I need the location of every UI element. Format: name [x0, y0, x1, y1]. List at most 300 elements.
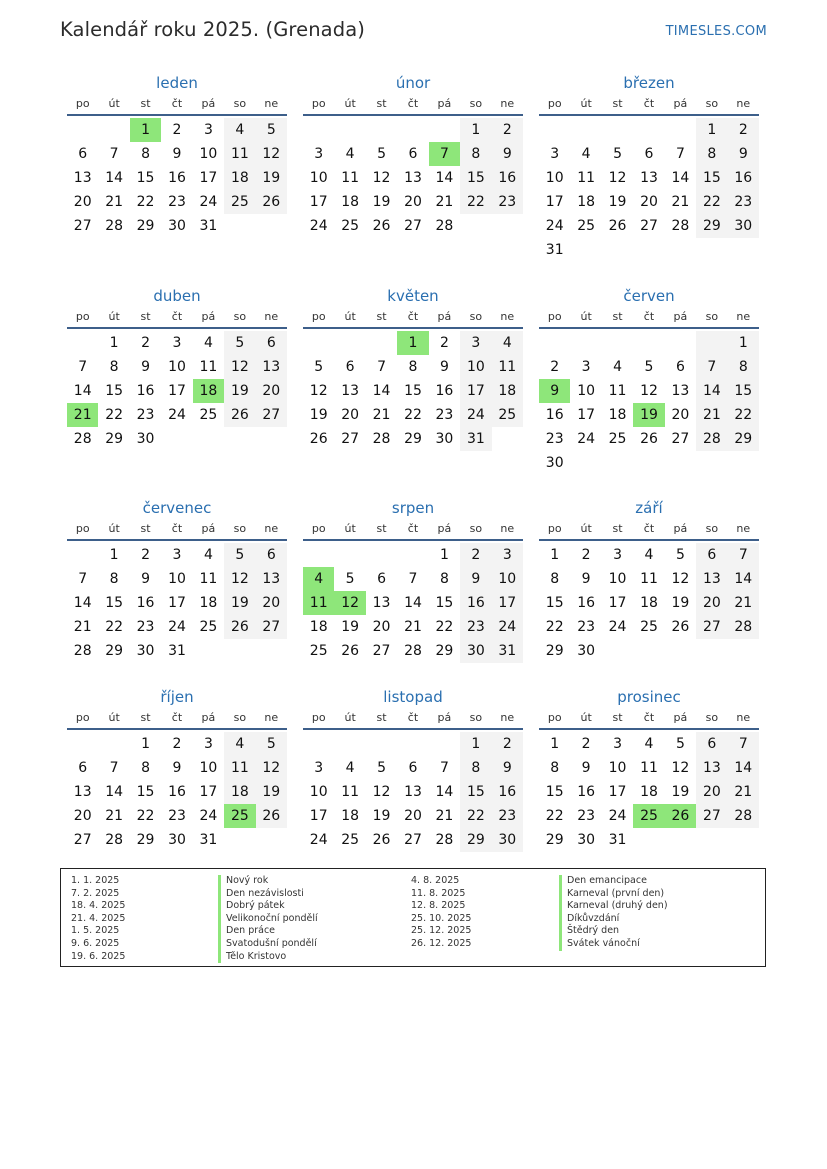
day-cell: 7 — [429, 142, 460, 166]
day-cell: 1 — [728, 331, 759, 355]
month-12 — [539, 686, 759, 852]
weekday-label: po — [311, 522, 326, 535]
weekday-label: út — [580, 711, 592, 724]
weekday-label: so — [705, 522, 719, 535]
month-10 — [67, 686, 287, 852]
day-cell: 24 — [608, 619, 627, 635]
day-cell: 21 — [728, 780, 759, 804]
day-cell: 14 — [671, 170, 690, 186]
day-cell: 22 — [696, 190, 727, 214]
day-cell: 8 — [550, 760, 560, 776]
day-cell: 22 — [136, 194, 155, 210]
weekday-label: út — [344, 522, 356, 535]
day-grid — [303, 331, 523, 451]
day-cell: 9 — [172, 760, 182, 776]
weekday-label: pá — [673, 522, 688, 535]
day-cell: 13 — [696, 756, 727, 780]
empty-cell — [696, 331, 727, 355]
day-cell: 18 — [341, 808, 360, 824]
legend-names-left — [218, 875, 318, 963]
empty-cell — [334, 331, 365, 355]
day-cell: 5 — [613, 146, 623, 162]
legend-date: 25. 12. 2025 — [411, 925, 472, 937]
weekday-label: pá — [437, 711, 452, 724]
weekday-header — [303, 708, 523, 730]
day-cell: 27 — [341, 431, 360, 447]
day-cell: 14 — [696, 379, 727, 403]
day-cell: 7 — [696, 355, 727, 379]
day-cell: 11 — [640, 760, 658, 776]
day-cell: 11 — [303, 591, 334, 615]
day-cell: 20 — [73, 194, 92, 210]
weekday-label: pá — [201, 711, 216, 724]
day-cell: 2 — [141, 335, 151, 351]
day-cell: 13 — [404, 170, 422, 186]
day-cell: 28 — [73, 643, 92, 659]
legend-names-right — [559, 875, 668, 951]
day-cell: 29 — [136, 218, 155, 234]
month-name: září — [635, 499, 663, 517]
day-cell: 20 — [404, 194, 422, 210]
weekday-label: so — [705, 310, 719, 323]
month-name: srpen — [391, 499, 435, 517]
weekday-label: so — [705, 97, 719, 110]
empty-cell — [67, 543, 98, 567]
day-cell: 27 — [256, 403, 287, 427]
day-cell: 6 — [408, 760, 418, 776]
day-cell: 28 — [728, 804, 759, 828]
day-cell: 17 — [577, 407, 596, 423]
day-cell: 6 — [644, 146, 654, 162]
day-cell: 29 — [696, 214, 727, 238]
day-cell: 15 — [460, 780, 491, 804]
day-cell: 6 — [408, 146, 418, 162]
weekday-label: st — [140, 522, 151, 535]
weekday-label: so — [233, 97, 247, 110]
day-cell: 1 — [397, 331, 428, 355]
day-cell: 14 — [728, 756, 759, 780]
day-cell: 10 — [309, 784, 328, 800]
day-cell: 8 — [728, 355, 759, 379]
empty-cell — [665, 118, 696, 142]
day-cell: 8 — [460, 756, 491, 780]
day-cell: 6 — [256, 331, 287, 355]
day-cell: 19 — [309, 407, 328, 423]
weekday-label: po — [75, 522, 90, 535]
day-cell: 6 — [675, 359, 685, 375]
weekday-label: po — [547, 522, 562, 535]
weekday-label: ne — [736, 310, 751, 323]
weekday-label: pá — [673, 310, 688, 323]
weekday-label: čt — [643, 97, 655, 110]
day-cell: 17 — [460, 379, 491, 403]
day-cell: 25 — [608, 431, 627, 447]
day-cell: 3 — [550, 146, 560, 162]
weekday-header — [67, 519, 287, 541]
day-cell: 4 — [613, 359, 623, 375]
weekday-header — [67, 307, 287, 329]
day-cell: 24 — [545, 218, 564, 234]
empty-cell — [633, 331, 664, 355]
day-cell: 28 — [404, 643, 422, 659]
weekday-label: ne — [500, 711, 515, 724]
month-11 — [303, 686, 523, 852]
day-cell: 19 — [256, 166, 287, 190]
day-cell: 20 — [671, 407, 690, 423]
day-cell: 19 — [372, 194, 391, 210]
legend-holiday-name: Štědrý den — [559, 925, 668, 938]
weekday-label: ne — [264, 522, 279, 535]
day-cell: 19 — [671, 595, 690, 611]
day-cell: 21 — [67, 403, 98, 427]
weekday-label: st — [612, 711, 623, 724]
weekday-label: čt — [407, 711, 419, 724]
empty-cell — [366, 732, 397, 756]
day-cell: 26 — [256, 190, 287, 214]
weekday-label: st — [376, 97, 387, 110]
day-cell: 8 — [109, 359, 119, 375]
day-cell: 21 — [671, 194, 690, 210]
month-name: květen — [387, 287, 439, 305]
day-cell: 15 — [545, 784, 564, 800]
day-cell: 24 — [168, 619, 186, 635]
day-cell: 28 — [435, 832, 454, 848]
month-6 — [539, 285, 759, 475]
legend-dates-right — [411, 875, 471, 951]
legend-date: 4. 8. 2025 — [411, 875, 460, 886]
empty-cell — [397, 732, 428, 756]
day-cell: 28 — [73, 431, 92, 447]
day-cell: 19 — [608, 194, 627, 210]
day-cell: 1 — [439, 547, 449, 563]
day-cell: 1 — [460, 118, 491, 142]
day-cell: 6 — [696, 543, 727, 567]
day-cell: 24 — [199, 194, 218, 210]
day-cell: 16 — [168, 170, 186, 186]
day-cell: 23 — [168, 194, 186, 210]
day-cell: 7 — [377, 359, 387, 375]
day-cell: 12 — [256, 142, 287, 166]
day-cell: 2 — [141, 547, 151, 563]
day-grid — [303, 543, 523, 663]
day-cell: 30 — [136, 431, 155, 447]
weekday-label: so — [469, 522, 483, 535]
site-link[interactable]: TIMESLES.COM — [665, 24, 767, 39]
day-cell: 7 — [728, 543, 759, 567]
day-cell: 26 — [341, 643, 360, 659]
day-cell: 7 — [728, 732, 759, 756]
day-cell: 31 — [545, 242, 564, 258]
day-grid — [539, 331, 759, 475]
day-cell: 3 — [203, 736, 213, 752]
day-cell: 6 — [78, 146, 88, 162]
day-cell: 22 — [460, 190, 491, 214]
day-cell: 29 — [136, 832, 155, 848]
day-cell: 9 — [460, 567, 491, 591]
day-cell: 9 — [439, 359, 449, 375]
day-cell: 12 — [334, 591, 365, 615]
day-cell: 30 — [168, 218, 186, 234]
day-cell: 22 — [105, 619, 124, 635]
day-cell: 23 — [492, 804, 523, 828]
weekday-label: čt — [171, 522, 183, 535]
day-cell: 29 — [545, 832, 564, 848]
day-cell: 18 — [199, 595, 218, 611]
day-cell: 12 — [372, 784, 391, 800]
weekday-label: so — [233, 310, 247, 323]
day-cell: 15 — [460, 166, 491, 190]
day-cell: 3 — [314, 760, 324, 776]
day-cell: 9 — [728, 142, 759, 166]
day-cell: 8 — [141, 146, 151, 162]
weekday-label: so — [233, 522, 247, 535]
day-cell: 14 — [105, 170, 124, 186]
legend-holiday-name: Karneval (druhý den) — [559, 900, 668, 913]
day-cell: 4 — [224, 118, 255, 142]
day-cell: 28 — [372, 431, 391, 447]
day-cell: 12 — [671, 571, 690, 587]
day-cell: 23 — [460, 615, 491, 639]
legend-holiday-name: Nový rok — [218, 875, 318, 888]
day-cell: 11 — [608, 383, 627, 399]
day-cell: 5 — [314, 359, 324, 375]
day-cell: 15 — [136, 170, 155, 186]
empty-cell — [67, 118, 98, 142]
weekday-header — [303, 94, 523, 116]
day-cell: 17 — [199, 784, 218, 800]
weekday-label: ne — [264, 310, 279, 323]
day-cell: 1 — [130, 118, 161, 142]
day-cell: 21 — [372, 407, 391, 423]
day-cell: 6 — [377, 571, 387, 587]
month-4 — [67, 285, 287, 451]
day-cell: 22 — [728, 403, 759, 427]
day-cell: 2 — [550, 359, 560, 375]
legend-date: 9. 6. 2025 — [71, 937, 120, 949]
day-cell: 17 — [168, 383, 186, 399]
day-cell: 15 — [696, 166, 727, 190]
day-cell: 3 — [460, 331, 491, 355]
weekday-label: čt — [171, 711, 183, 724]
weekday-label: út — [108, 97, 120, 110]
weekday-label: po — [311, 310, 326, 323]
day-cell: 20 — [73, 808, 92, 824]
day-cell: 3 — [613, 736, 623, 752]
day-cell: 21 — [105, 808, 124, 824]
day-cell: 11 — [199, 571, 218, 587]
day-cell: 10 — [608, 760, 627, 776]
weekday-label: pá — [201, 97, 216, 110]
weekday-label: čt — [643, 711, 655, 724]
weekday-label: so — [233, 711, 247, 724]
day-cell: 25 — [633, 804, 664, 828]
weekday-label: po — [547, 711, 562, 724]
day-cell: 17 — [545, 194, 564, 210]
day-cell: 19 — [341, 619, 360, 635]
empty-cell — [539, 331, 570, 355]
empty-cell — [67, 732, 98, 756]
day-cell: 11 — [341, 170, 360, 186]
day-cell: 5 — [224, 543, 255, 567]
day-cell: 26 — [372, 218, 391, 234]
legend-date: 7. 2. 2025 — [71, 887, 120, 899]
day-cell: 2 — [492, 118, 523, 142]
day-cell: 4 — [345, 146, 355, 162]
day-cell: 1 — [550, 547, 560, 563]
day-cell: 26 — [608, 218, 627, 234]
weekday-label: út — [580, 97, 592, 110]
day-cell: 8 — [439, 571, 449, 587]
weekday-label: pá — [201, 310, 216, 323]
weekday-label: pá — [437, 97, 452, 110]
day-cell: 21 — [404, 619, 422, 635]
day-cell: 13 — [73, 170, 92, 186]
day-cell: 28 — [671, 218, 690, 234]
weekday-label: pá — [437, 522, 452, 535]
weekday-header — [539, 708, 759, 730]
day-cell: 21 — [105, 194, 124, 210]
day-grid — [67, 732, 287, 852]
day-cell: 20 — [372, 619, 391, 635]
empty-cell — [98, 118, 129, 142]
weekday-label: po — [547, 310, 562, 323]
weekday-label: út — [580, 310, 592, 323]
weekday-label: ne — [736, 522, 751, 535]
day-cell: 14 — [435, 784, 454, 800]
day-cell: 20 — [696, 591, 727, 615]
day-cell: 12 — [256, 756, 287, 780]
weekday-label: út — [344, 97, 356, 110]
day-cell: 31 — [492, 639, 523, 663]
day-cell: 3 — [172, 335, 182, 351]
empty-cell — [633, 118, 664, 142]
day-cell: 9 — [492, 756, 523, 780]
day-cell: 28 — [728, 615, 759, 639]
day-cell: 18 — [224, 780, 255, 804]
empty-cell — [334, 543, 365, 567]
day-cell: 12 — [224, 355, 255, 379]
weekday-label: út — [344, 711, 356, 724]
day-cell: 3 — [203, 122, 213, 138]
day-cell: 16 — [168, 784, 186, 800]
day-cell: 8 — [460, 142, 491, 166]
day-cell: 26 — [671, 619, 690, 635]
day-cell: 31 — [608, 832, 627, 848]
day-cell: 17 — [608, 595, 627, 611]
day-cell: 25 — [199, 407, 218, 423]
day-cell: 11 — [224, 756, 255, 780]
day-cell: 2 — [172, 122, 182, 138]
weekday-label: st — [140, 310, 151, 323]
day-cell: 30 — [728, 214, 759, 238]
day-cell: 23 — [577, 619, 596, 635]
day-cell: 16 — [577, 595, 596, 611]
weekday-label: po — [311, 711, 326, 724]
empty-cell — [602, 118, 633, 142]
legend-holiday-name: Svátek vánoční — [559, 938, 668, 951]
legend-date: 19. 6. 2025 — [71, 950, 126, 962]
day-cell: 24 — [460, 403, 491, 427]
day-cell: 10 — [168, 359, 186, 375]
weekday-label: po — [311, 97, 326, 110]
day-cell: 29 — [460, 828, 491, 852]
day-cell: 24 — [309, 218, 328, 234]
empty-cell — [334, 118, 365, 142]
legend-holiday-name: Svatodušní pondělí — [218, 938, 318, 951]
day-cell: 29 — [404, 431, 422, 447]
day-cell: 14 — [73, 383, 92, 399]
day-cell: 14 — [435, 170, 454, 186]
weekday-label: pá — [673, 711, 688, 724]
day-cell: 20 — [256, 591, 287, 615]
weekday-label: so — [705, 711, 719, 724]
month-name: březen — [623, 74, 675, 92]
day-cell: 4 — [203, 335, 213, 351]
weekday-label: pá — [437, 310, 452, 323]
empty-cell — [397, 118, 428, 142]
day-cell: 15 — [105, 595, 124, 611]
legend-date: 26. 12. 2025 — [411, 937, 472, 949]
day-cell: 2 — [728, 118, 759, 142]
day-cell: 18 — [577, 194, 596, 210]
day-cell: 2 — [439, 335, 449, 351]
month-2 — [303, 72, 523, 238]
day-cell: 27 — [404, 218, 422, 234]
day-cell: 31 — [199, 218, 218, 234]
empty-cell — [98, 732, 129, 756]
holiday-legend — [60, 868, 766, 967]
weekday-label: ne — [264, 711, 279, 724]
day-cell: 4 — [492, 331, 523, 355]
weekday-label: ne — [500, 310, 515, 323]
legend-date: 11. 8. 2025 — [411, 887, 466, 899]
day-cell: 12 — [372, 170, 391, 186]
day-cell: 2 — [172, 736, 182, 752]
day-cell: 29 — [105, 643, 124, 659]
day-cell: 25 — [577, 218, 596, 234]
day-grid — [539, 543, 759, 663]
day-cell: 25 — [492, 403, 523, 427]
day-cell: 11 — [577, 170, 596, 186]
month-name: červen — [623, 287, 675, 305]
weekday-label: po — [75, 97, 90, 110]
day-cell: 14 — [728, 567, 759, 591]
day-cell: 18 — [224, 166, 255, 190]
legend-holiday-name: Den emancipace — [559, 875, 668, 888]
day-cell: 5 — [256, 732, 287, 756]
day-cell: 10 — [492, 567, 523, 591]
day-cell: 26 — [256, 804, 287, 828]
day-cell: 14 — [404, 595, 422, 611]
day-cell: 22 — [105, 407, 124, 423]
day-cell: 4 — [644, 736, 654, 752]
day-cell: 13 — [256, 567, 287, 591]
day-cell: 3 — [172, 547, 182, 563]
day-cell: 13 — [640, 170, 658, 186]
day-cell: 24 — [492, 615, 523, 639]
day-cell: 28 — [105, 218, 124, 234]
weekday-label: st — [140, 711, 151, 724]
day-cell: 2 — [492, 732, 523, 756]
day-cell: 10 — [577, 383, 596, 399]
legend-holiday-name: Den nezávislosti — [218, 888, 318, 901]
day-cell: 22 — [136, 808, 155, 824]
day-cell: 22 — [545, 808, 564, 824]
day-cell: 2 — [460, 543, 491, 567]
day-cell: 12 — [640, 383, 658, 399]
day-cell: 2 — [581, 736, 591, 752]
weekday-label: pá — [673, 97, 688, 110]
